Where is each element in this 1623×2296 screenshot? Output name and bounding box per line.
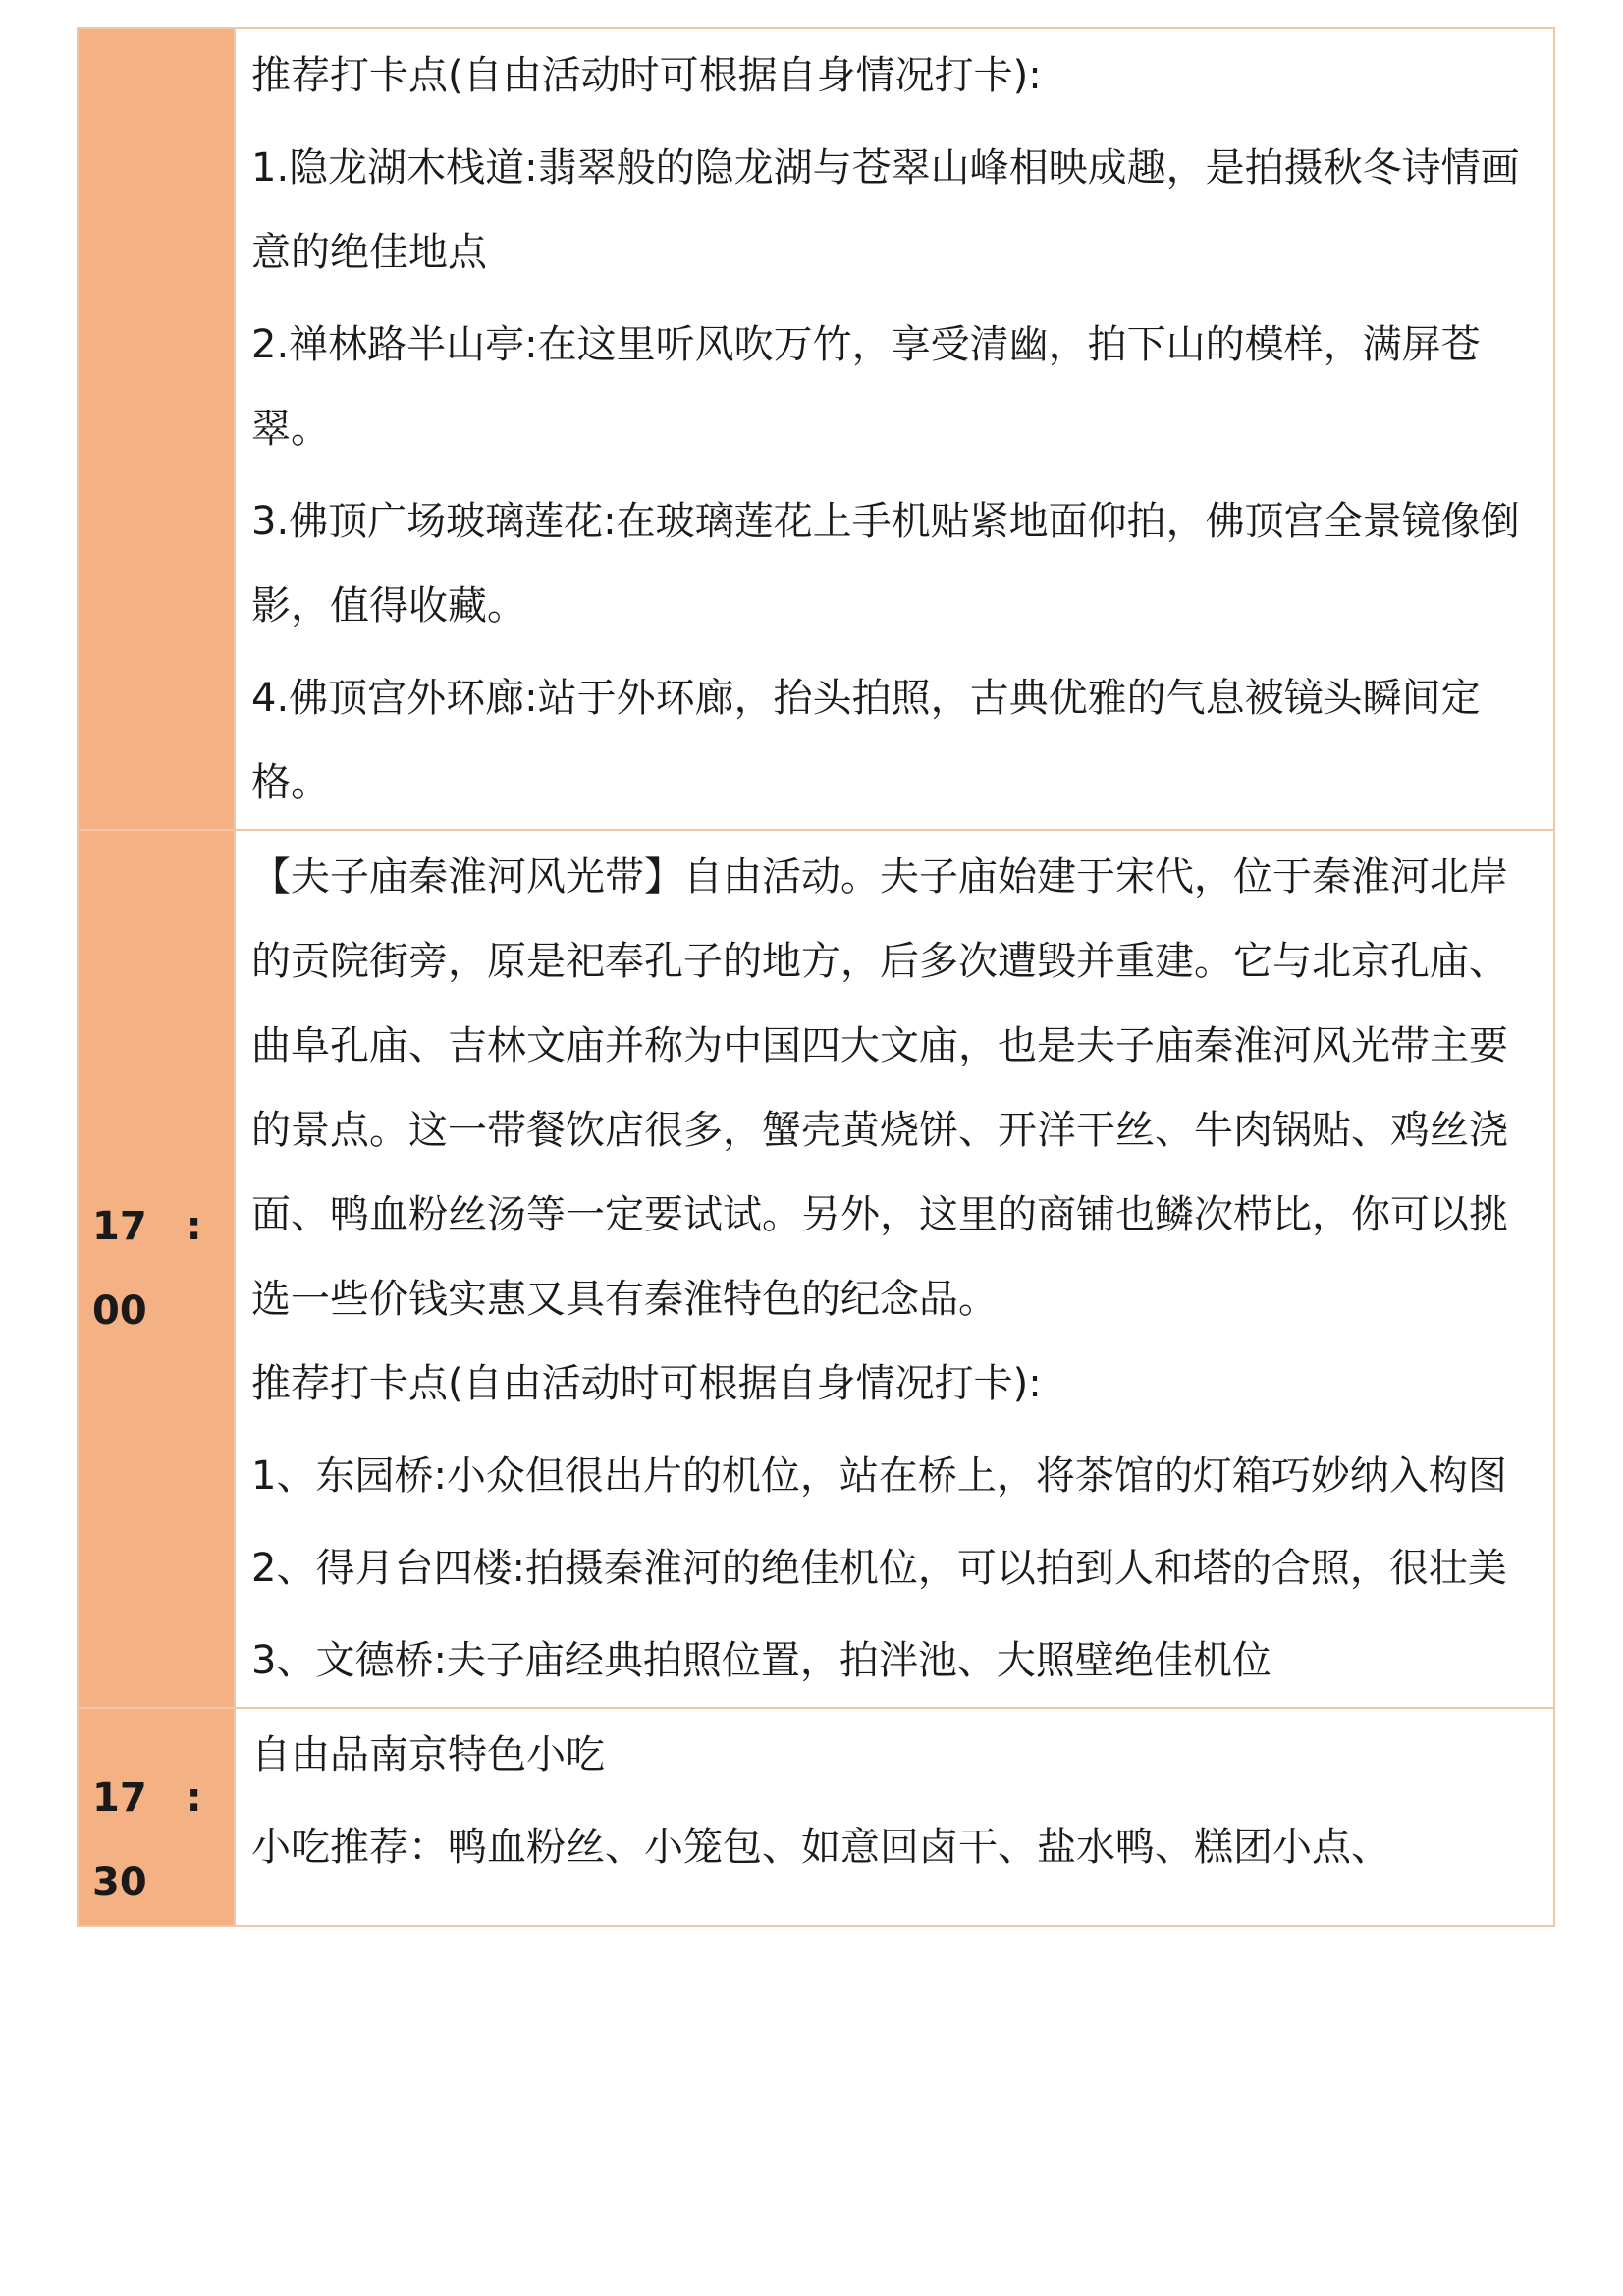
time-minute: 30 bbox=[92, 1860, 147, 1905]
time-cell bbox=[79, 831, 236, 1707]
checkin-item: 1、东园桥:小众但很出片的机位，站在桥上，将茶馆的灯箱巧妙纳入构图 bbox=[251, 1453, 1507, 1499]
time-hour: 17 : bbox=[92, 1776, 202, 1821]
itinerary-row-3 bbox=[77, 1709, 1555, 1927]
time-cell bbox=[79, 29, 236, 829]
checkin-item: 2.禅林路半山亭:在这里听风吹万竹，享受清幽，拍下山的模样，满屏苍翠。 bbox=[251, 322, 1481, 452]
attraction-description: 【夫子庙秦淮河风光带】自由活动。夫子庙始建于宋代，位于秦淮河北岸的贡院街旁，原是祀奉孔子的地方，后多次遭毁并重建。它与北京孔庙、曲阜孔庙、吉林文庙并称为中国四大文庙，也是夫子庙秦淮河风光带主要的景点。这一带餐饮店很多，蟹壳黄烧饼、开洋干丝、牛肉锅贴、鸡丝浇面、鸭血粉丝汤等一定要试试。另外，这里的商铺也鳞次栉比，你可以挑选一些价钱实惠又具有秦淮特色的纪念品。 bbox=[251, 854, 1508, 1322]
checkin-item: 3、文德桥:夫子庙经典拍照位置，拍泮池、大照壁绝佳机位 bbox=[251, 1638, 1271, 1683]
activity-title: 自由品南京特色小吃 bbox=[251, 1732, 605, 1777]
content-cell bbox=[236, 29, 1553, 829]
time-cell bbox=[79, 1709, 236, 1925]
checkin-item: 4.佛顶宫外环廊:站于外环廊，抬头拍照，古典优雅的气息被镜头瞬间定格。 bbox=[251, 676, 1481, 805]
time-minute: 00 bbox=[92, 1288, 147, 1334]
itinerary-row-1 bbox=[77, 27, 1555, 831]
time-hour: 17 : bbox=[92, 1204, 202, 1249]
snack-recommendations: 小吃推荐：鸭血粉丝、小笼包、如意回卤干、盐水鸭、糕团小点、 bbox=[251, 1825, 1390, 1870]
itinerary-row-2 bbox=[77, 831, 1555, 1709]
checkin-heading: 推荐打卡点(自由活动时可根据自身情况打卡): bbox=[251, 1361, 1042, 1406]
checkin-item: 2、得月台四楼:拍摄秦淮河的绝佳机位，可以拍到人和塔的合照，很壮美 bbox=[251, 1546, 1507, 1591]
checkin-item: 3.佛顶广场玻璃莲花:在玻璃莲花上手机贴紧地面仰拍，佛顶宫全景镜像倒影，值得收藏。 bbox=[251, 499, 1520, 629]
checkin-item: 1.隐龙湖木栈道:翡翠般的隐龙湖与苍翠山峰相映成趣，是拍摄秋冬诗情画意的绝佳地点 bbox=[251, 145, 1520, 275]
content-cell bbox=[236, 831, 1553, 1707]
checkin-heading: 推荐打卡点(自由活动时可根据自身情况打卡): bbox=[251, 53, 1042, 98]
itinerary-table bbox=[77, 27, 1555, 1927]
content-cell bbox=[236, 1709, 1553, 1925]
